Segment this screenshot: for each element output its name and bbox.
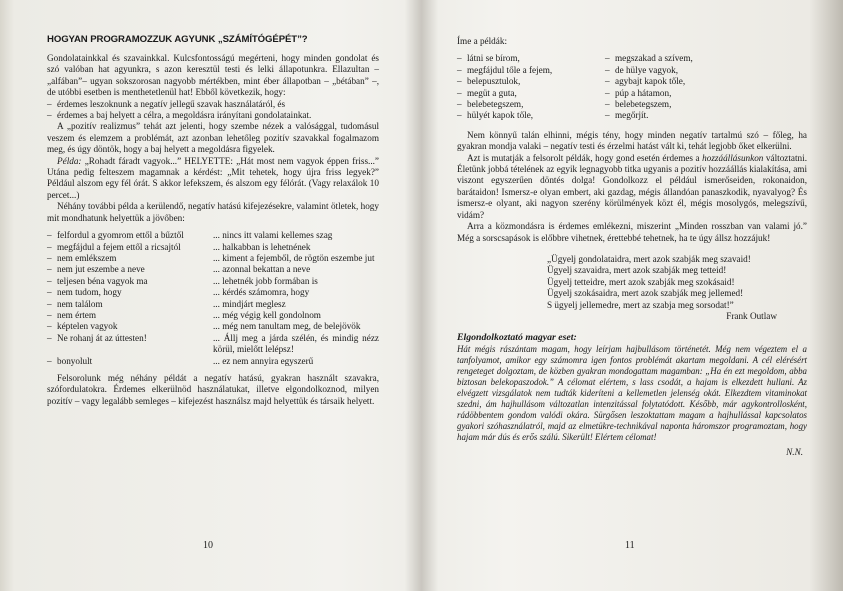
positive-expression: ... lehetnék jobb formában is: [213, 275, 318, 286]
paragraph: [47, 156, 379, 202]
quote-poem: [547, 254, 807, 311]
negative-expression: – nem jut eszembe a neve: [47, 264, 207, 275]
poem-line: Ügyelj tetteidre, mert azok szabják meg szokásaid!: [547, 276, 735, 287]
poem-author: Frank Outlaw: [726, 310, 777, 321]
right-page: [421, 0, 843, 591]
example-item: – belebetegszem,: [605, 99, 807, 110]
page-number: 11: [625, 540, 635, 551]
paragraph: [457, 153, 807, 221]
examples-columns: [457, 53, 807, 121]
positive-expression: ... mindjárt meglesz: [213, 298, 286, 309]
chapter-title: HOGYAN PROGRAMOZZUK AGYUNK „SZÁMÍTÓGÉPÉT”?: [47, 34, 308, 45]
positive-expression: ... kérdés számomra, hogy: [213, 287, 310, 298]
example-item: – belepusztulok,: [457, 76, 605, 87]
list-item: – érdemes a baj helyett a célra, a megoldásra irányítani gondolatainkat.: [47, 110, 379, 121]
example-item: – megfájdul tőle a fejem,: [457, 65, 605, 76]
negative-expression: – nem értem: [47, 310, 207, 321]
positive-expression: ... még végig kell gondolnom: [213, 309, 321, 320]
poem-line: S ügyelj jellemedre, mert az szabja meg sorsodat!”: [547, 299, 734, 310]
negative-expression: – képtelen vagyok: [47, 321, 207, 332]
signature: N.N.: [786, 447, 803, 458]
example-item: – látni se bírom,: [457, 53, 605, 64]
dash-list: [47, 99, 379, 122]
emphasis-text: hozzáállásunkon: [702, 152, 764, 163]
paragraph: Arra a közmondásra is érdemes emlékezni, miszerint „Minden rosszban van valami jó.” Még a sorscsapások is előbbre vihetnek, érettebbé tehetnek, ha te úgy állsz hozzájuk!: [457, 221, 807, 243]
negative-expression: – megfájdul a fejem ettől a ricsajtól: [47, 242, 207, 253]
page-number: 10: [203, 540, 213, 551]
example-item: – púp a hátamon,: [605, 88, 807, 99]
positive-expression: ... még nem tanultam meg, de belejövök: [213, 321, 361, 332]
story-paragraph: Hát mégis rászántam magam, hogy leírjam hajbullásom történetét. Még nem végeztem el a tanfolyamot, amikor egy számomra igen fontos problémát akartam megoldani. A cél elérésért rengeteget dolgoztam, de közben gyakran mondogattam magamban: „Ha én ezt megoldom, abba biztosan belekopaszodok.” A célomat elértem, s lass csodát, a hajam is elkezdett hullani. Az elvégzett vizsgálatok nem tudták kideríteni a kellemetlen jelenség okát. Elkezdtem vitaminokat szedni, ám hajhullásom változatlan intenzitással folytatódott. Később, már agykontrollosként, rádöbbentem gondom valódi okára. Sürgősen leszoktattam magam a hajhullással kapcsolatos gyakori szóhasználatról, majd az elmetükre-technikával naponta háromszor programoztam, hogy hajam már dús és erős szálú. Sikerült! Elértem célomat!: [457, 344, 807, 443]
paragraph: A „pozitív realizmus” tehát azt jelenti, hogy szembe nézek a valósággal, tudomásul veszem és elemzem a problémát, azt azonban lehetőleg pozitív szavakkal fogalmazom meg, és úgy döntök, hogy a baj helyett a megoldásra figyelek.: [47, 121, 379, 155]
examples-intro: Íme a példák:: [457, 36, 507, 46]
negative-expression: – nem tudom, hogy: [47, 287, 207, 298]
negative-expression: – Ne rohanj át az úttesten!: [47, 333, 207, 356]
positive-expression: ... ez nem annyira egyszerű: [213, 355, 314, 366]
paragraph-text: Azt is mutatják a felsorolt példák, hogy gond esetén érdemes a: [467, 152, 703, 163]
negative-expression: – nem emlékszem: [47, 253, 207, 264]
expression-pairs: [47, 230, 379, 367]
example-item: – belebetegszem,: [457, 99, 605, 110]
example-item: – agybajt kapok tőle,: [605, 76, 807, 87]
example-item: – megüt a guta,: [457, 88, 605, 99]
example-item: – de hülye vagyok,: [605, 65, 807, 76]
poem-line: Ügyelj szavaidra, mert azok szabják meg tetteid!: [547, 265, 727, 276]
example-item: – megszakad a szívem,: [605, 53, 807, 64]
positive-expression: ... kiment a fejemből, de rögtön eszembe jut: [213, 252, 375, 263]
positive-expression: ... azonnal bekattan a neve: [213, 264, 311, 275]
positive-expression: ... Állj meg a járda szélén, és mindig nézz körül, mielőtt lelépsz!: [213, 332, 379, 355]
poem-line: „Ügyelj gondolataidra, mert azok szabják meg szavaid!: [547, 253, 751, 264]
poem-line: Ügyelj szokásaidra, mert azok szabják meg jellemed!: [547, 288, 744, 299]
left-page: [0, 0, 421, 591]
paragraph: Nem könnyű talán elhinni, mégis tény, hogy minden negatív tartalmú szó – főleg, ha gyakran mondja valaki – negatív testi és érzelmi hatást vált ki, tehát legjobb őket elkerülni.: [457, 129, 807, 152]
paragraph-text: változtatni. Életünk jobbá tételének az egyik legnagyobb titka ugyanis a pozitív hozzáállás kialakítása, ami viszont egyszerűen döntés dolga! Gondolkozz el például ismerőseiden, rokonaidon, barátaidon! Ismersz-e olyan embert, aki gazdag, mégis állandóan panaszkodik, nyavalyog? És ismersz-e olyant, aki nagyon szerény körülmények közt él, mégis mosolygós, melegszívű, vidám?: [457, 152, 808, 220]
positive-expression: ... halkabban is lehetnének: [213, 241, 311, 252]
paragraph: Néhány további példa a kerülendő, negatív hatású kifejezésekre, valamint ötletek, hogy mit mondhatunk helyettük a jövőben:: [47, 201, 379, 223]
section-subheading: Elgondolkoztató magyar eset:: [457, 332, 577, 344]
paragraph: Gondolatainkkal és szavainkkal. Kulcsfontosságú megérteni, hogy minden gondolat és szó valóban hat agyunkra, s azon keresztül testi és lelki állapotunkra. Ellazultan – „alfában”– ugyan sokszorosan nagyobb mértékben, mint éber állapotban – „bétában” –, de utóbbi esetben is menthetetlenül hat! Ebből következik, hogy:: [47, 53, 379, 98]
negative-expression: – bonyolult: [47, 356, 207, 367]
negative-expression: – nem találom: [47, 299, 207, 310]
list-item: – érdemes leszoknunk a negatív jellegű szavak használatáról, és: [47, 99, 379, 110]
paragraph: Felsorolunk még néhány példát a negatív hatású, gyakran használt szavakra, szófordulatokra. Érdemes elkerülnöd használatukat, illetve elgondolkoznod, milyen pozitív – vagy legalább semleges – kifejezést használsz majd helyettük és társaik helyett.: [47, 372, 379, 406]
positive-expression: ... nincs itt valami kellemes szag: [213, 230, 333, 241]
example-text: „Rohadt fáradt vagyok...” HELYETTE: „Hát most nem vagyok éppen friss...” Utána pedig felteszem magamnak a kérdést: „Mit tehetek, hogy újra friss legyek?” Például alszom egy fél órát. S akkor lefekszem, és alszom egy félórát. (Vagy relaxálok 10 percet...): [47, 155, 379, 200]
example-label: Példa:: [57, 155, 82, 166]
negative-expression: – teljesen béna vagyok ma: [47, 276, 207, 287]
example-item: – megőrjít.: [605, 110, 807, 121]
negative-expression: – felfordul a gyomrom ettől a bűztől: [47, 230, 207, 241]
example-item: – hülyét kapok tőle,: [457, 110, 605, 121]
